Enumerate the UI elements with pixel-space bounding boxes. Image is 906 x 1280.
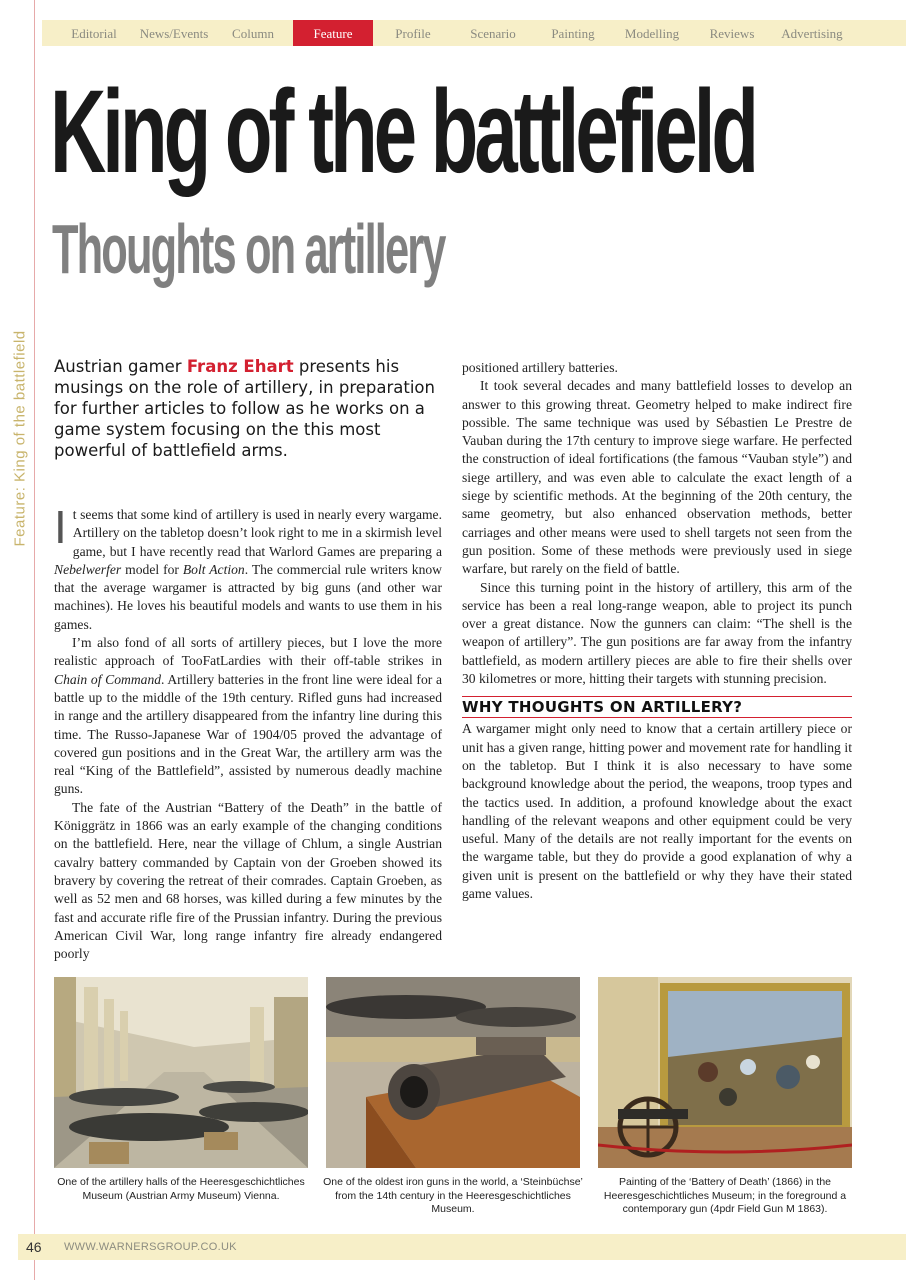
nav-column[interactable]: Column [232,26,274,41]
text-run: model for [121,561,183,577]
body-column-left [54,501,442,963]
nav-advertising[interactable]: Advertising [781,26,843,41]
standfirst [54,356,446,461]
nav-feature[interactable]: Feature [293,20,373,46]
photo-caption: Painting of the ‘Battery of Death’ (1866) in the Heeresgeschichtliches Museum; in the foreground a contemporary gun (4pdr Field Gun M 1863). [603,1176,847,1215]
drop-cap: I [54,501,67,553]
page-subtitle: Thoughts on artillery [52,210,445,288]
nav-news-events[interactable]: News/Events [139,26,209,41]
nav-reviews[interactable]: Reviews [709,26,755,41]
body-column-right [462,359,852,903]
paragraph [54,634,442,799]
photo-artillery-hall [54,977,308,1168]
photo-caption: One of the oldest iron guns in the world, a ‘Steinbüchse’ from the 14th century in the Heeresgeschichtliches Museum. [323,1176,583,1215]
section-heading: WHY THOUGHTS ON ARTILLERY? [462,696,852,718]
sidebar-section-label: Feature: King of the battlefield [11,330,29,547]
p3-col1-text: The fate of the Austrian “Battery of the Death” in the battle of Königgrätz in 1866 was an early example of the changing conditions on the battlefield. Here, near the village of Chlum, a single Austrian cavalry battery commanded by Captain von der Groeben showed its bravery by covering the retreat of their comrades. Captain Groeben, as well as 52 men and 68 horses, was killed during a few minutes by the fast and accurate rifle fire of the Prussian infantry. During the previous American Civil War, long range infantry fire already endangered poorly [54,799,442,962]
text-run: . The commercial rule writers know that the average wargamer is attracted by big guns (and other war machines). He loves his beautiful models and wants to use them in his games. [54,561,442,632]
page-number: 46 [26,1239,42,1255]
paragraph: It took several decades and many battlefield losses to develop an answer to this growing threat. Geometry helped to make indirect fire possible. The same technique was used by Sébastien Le Prestre de Vauban during the 17th century to improve siege warfare. He perfected the construction of ideal fortifications (the famous “Vauban style”) and siege artillery, and was even able to calculate the exact length of a siege by scientific methods. At the beginning of the 20th century, the same geometry, but also enhanced observation methods, better carriages and other means were used to shell targets not seen from the gun position. Some of these methods were previously used in siege warfare, but rarely on the field of battle. [462,378,852,577]
page-footer [18,1234,906,1260]
paragraph [54,501,442,634]
page-title: King of the battlefield [50,66,755,198]
paragraph-col1 [54,799,442,964]
intro-text: presents his musings on the role of artillery, in preparation for further articles to follow as he works on a game system focusing on the this most powerful of battlefield arms. [54,357,435,460]
section-nav [42,20,906,46]
nav-profile[interactable]: Profile [395,26,431,41]
paragraph-continued [462,359,852,377]
nav-scenario[interactable]: Scenario [470,26,516,41]
nav-modelling[interactable]: Modelling [624,26,680,41]
paragraph: A wargamer might only need to know that a certain artillery piece or unit has a given range, hitting power and movement rate for handling it on the tabletop. But I think it is also necessary to have some background knowledge about the period, the weapons, troop types and the tactics used. In addition, a profound knowledge about the exact handling of the relevant weapons and other equipment could be very useful. Many of the details are not really important for the events on the wargame table, but they do provide a good explanation of why a given unit is present on the battlefield or why they have their stated game values. [462,721,852,902]
photo-steinbuechse [326,977,580,1168]
publisher-link[interactable]: WWW.WARNERSGROUP.CO.UK [64,1241,237,1253]
text-italic: Nebelwerfer [54,561,122,577]
nav-editorial[interactable]: Editorial [71,26,117,41]
margin-rule [34,0,35,1280]
intro-lead: Austrian gamer [54,357,187,376]
paragraph: Since this turning point in the history of artillery, this arm of the service has been a real long-range weapon, able to project its punch over a great distance. Now the gunners can claim: “The shell is the weapon of artillery”. The gun positions are far away from the infantry battlefield, as modern artillery pieces are able to fire their shells over 30 kilometres or more, hitting their targets with stunning precision. [462,579,852,687]
text-run: I’m also fond of all sorts of artillery pieces, but I love the more realistic approach of TooFatLardies with their off-table strikes in [54,635,442,669]
text-run: . Artillery batteries in the front line were ideal for a battle up to the middle of the 19th century. Rifled guns had increased in range and the artillery disappeared from the infantry line during this time. The Russo-Japanese War of 1904/05 proved the advantage of covered gun positions and in the Great War, the artillery arm was the real “King of the Battlefield”, assisted by numerous deadly machine guns. [54,671,442,797]
text-italic: Bolt Action [182,561,245,577]
nav-painting[interactable]: Painting [551,26,595,41]
text-italic: Chain of Command [54,671,162,687]
text-run: t seems that some kind of artillery is used in nearly every wargame. Artillery on the tabletop doesn’t look right to me in a skirmish level game, but I have recently read that Warlord Games are preparing a [72,507,442,559]
photo-battery-painting [598,977,852,1168]
author-name: Franz Ehart [186,357,294,376]
p3-col2-text: positioned artillery batteries. [462,360,618,375]
photo-caption: One of the artillery halls of the Heeresgeschichtliches Museum (Austrian Army Museum) Vienna. [57,1176,305,1202]
